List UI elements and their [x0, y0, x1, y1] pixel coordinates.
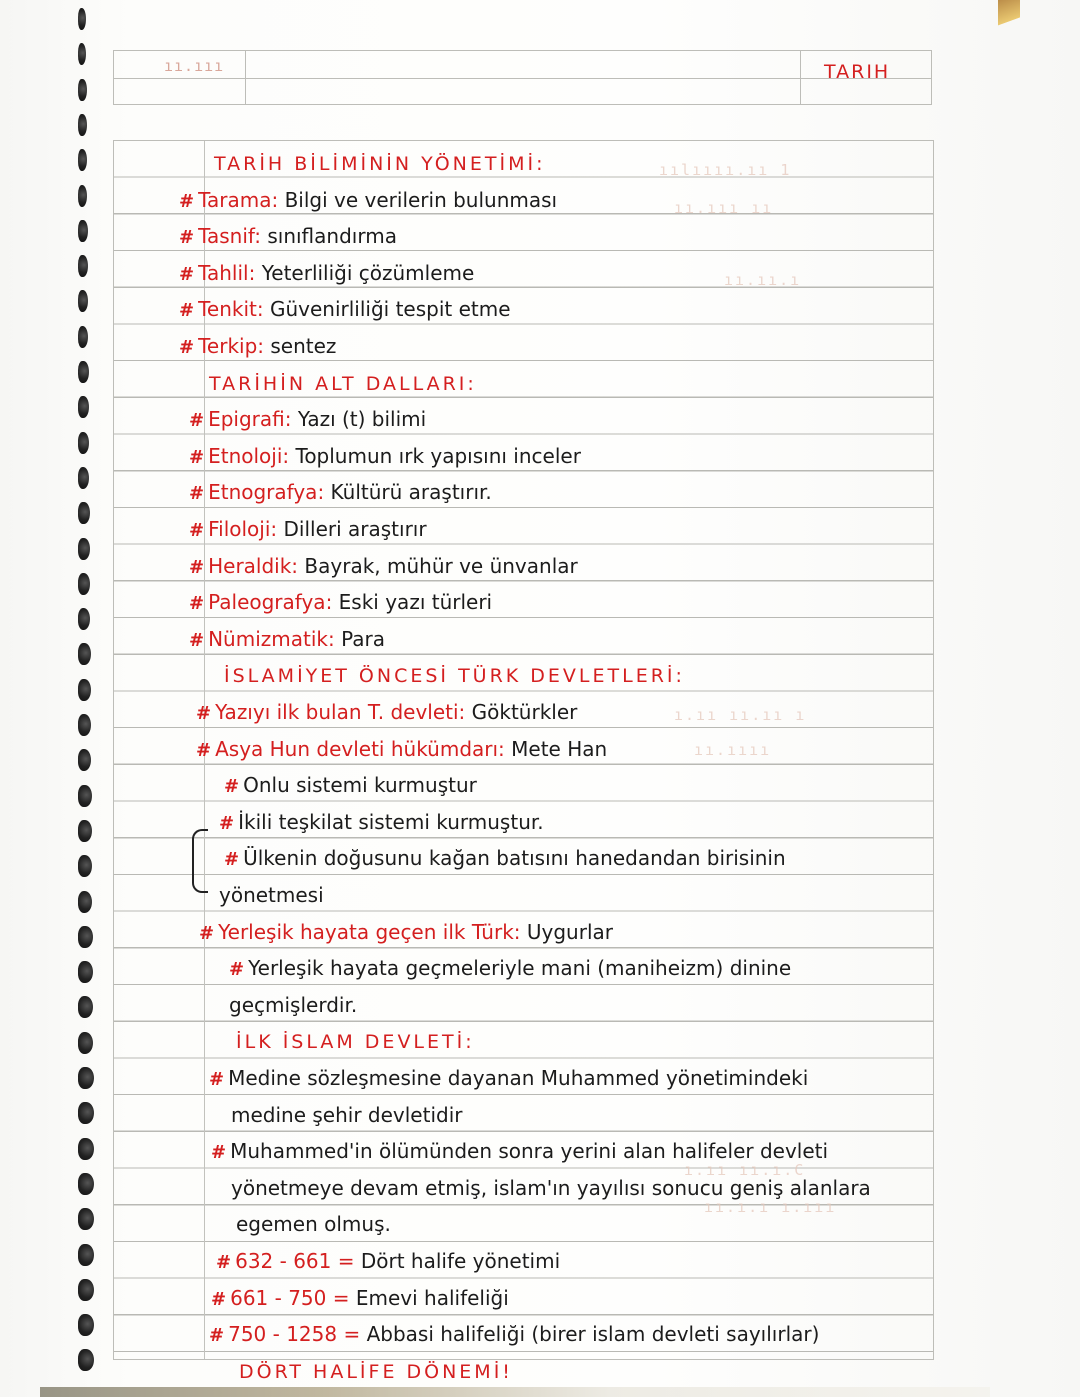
hash-bullet-icon: # — [179, 190, 195, 212]
notes-lines — [114, 141, 933, 1383]
note-line — [219, 877, 324, 913]
term-text: Asya Hun devleti hükümdarı: — [215, 736, 505, 761]
definition-text: Göktürkler — [471, 700, 578, 724]
term-text: Heraldik: — [208, 553, 299, 578]
term-text: Filoloji: — [208, 517, 278, 541]
note-line — [211, 1133, 828, 1169]
bleed-through-text: ıı.ıı.ı — [724, 271, 802, 289]
spiral-hole-icon — [78, 714, 91, 736]
note-line — [189, 548, 578, 584]
term-text: Tarama: — [198, 187, 279, 212]
term-text: 750 - 1258 = — [228, 1322, 361, 1347]
hash-bullet-icon: # — [189, 593, 205, 615]
definition-text: Eski yazı türleri — [338, 590, 493, 615]
definition-text: Bilgi ve verilerin bulunması — [284, 187, 558, 212]
spiral-hole-icon — [78, 220, 88, 242]
spiral-hole-icon — [78, 43, 86, 65]
spiral-hole-icon — [78, 1067, 94, 1089]
page-bottom-edge — [40, 1387, 990, 1397]
spiral-hole-icon — [78, 643, 91, 665]
definition-text: Yeterliliği çözümleme — [261, 260, 475, 285]
definition-text: Para — [341, 626, 385, 651]
bleed-through-text: ıılıııı.ıı 1 — [659, 161, 792, 179]
section-heading — [224, 657, 685, 693]
hash-bullet-icon: # — [224, 849, 240, 871]
spiral-hole-icon — [78, 608, 90, 630]
spiral-hole-icon — [78, 8, 86, 30]
definition-text: egemen olmuş. — [236, 1212, 391, 1237]
hash-bullet-icon: # — [209, 1325, 225, 1347]
note-line — [209, 1060, 808, 1096]
heading-text: İSLAMİYET ÖNCESİ TÜRK DEVLETLERİ: — [224, 665, 685, 688]
spiral-hole-icon — [78, 185, 87, 207]
hash-bullet-icon: # — [199, 922, 215, 944]
hash-bullet-icon: # — [189, 446, 205, 468]
hash-bullet-icon: # — [179, 263, 195, 285]
hash-bullet-icon: # — [196, 739, 212, 761]
spiral-hole-icon — [78, 326, 88, 348]
bleed-through-text: ıı.ııı ıı — [674, 199, 774, 217]
bleed-through-text: ı.ıı ıı.ı.C — [684, 1161, 806, 1179]
bleed-through-text: ı.ıı ıı.ıı ı — [674, 706, 807, 724]
definition-text: Bayrak, mühür ve ünvanlar — [304, 553, 578, 578]
bleed-through-text: ıı.ı.ı ı.ııı — [704, 1198, 837, 1216]
note-line — [209, 1316, 819, 1352]
note-line — [229, 987, 357, 1023]
heading-text: TARİH BİLİMİNİN YÖNETİMİ: — [214, 153, 546, 175]
definition-text: Güvenirliliği tespit etme — [269, 297, 511, 322]
note-line — [211, 1280, 509, 1316]
definition-text: Emevi halifeliği — [355, 1285, 509, 1310]
note-line — [189, 511, 427, 547]
definition-text: sınıflandırma — [267, 224, 397, 249]
header-column-divider — [800, 51, 801, 104]
definition-text: Uygurlar — [526, 919, 613, 944]
hash-bullet-icon: # — [189, 410, 205, 432]
bleed-through-text: ıı.ıııı — [694, 741, 772, 759]
spiral-hole-icon — [78, 891, 92, 913]
spiral-hole-icon — [78, 1138, 94, 1160]
note-line — [229, 950, 791, 986]
spiral-hole-icon — [78, 396, 89, 418]
header-divider — [114, 78, 931, 79]
definition-text: Dört halife yönetimi — [360, 1249, 561, 1273]
hash-bullet-icon: # — [216, 1252, 232, 1273]
definition-text: Toplumun ırk yapısını inceler — [295, 443, 581, 468]
note-line — [189, 584, 492, 620]
note-line — [199, 914, 613, 950]
note-line — [224, 767, 477, 803]
note-line — [179, 328, 336, 364]
note-line — [216, 1243, 560, 1279]
spiral-hole-icon — [78, 1102, 94, 1124]
term-text: Etnoloji: — [208, 443, 290, 468]
term-text: Epigrafi: — [208, 407, 292, 432]
spiral-hole-icon — [78, 290, 88, 312]
spiral-hole-icon — [78, 255, 88, 277]
hash-bullet-icon: # — [189, 556, 205, 578]
spiral-hole-icon — [78, 1314, 94, 1336]
hash-bullet-icon: # — [179, 227, 195, 249]
definition-text: Ülkenin doğusunu kağan batısını hanedandan birisinin — [243, 846, 786, 871]
spiral-binding — [78, 8, 108, 1368]
spiral-hole-icon — [78, 502, 90, 524]
header-column-divider — [245, 51, 246, 104]
definition-text: yönetmeye devam etmiş, islam'ın yayılısı sonucu geniş alanlara — [231, 1175, 871, 1200]
spiral-hole-icon — [78, 1032, 93, 1054]
note-line — [189, 621, 385, 657]
spiral-hole-icon — [78, 361, 89, 383]
section-heading — [239, 1353, 513, 1389]
hash-bullet-icon: # — [179, 337, 195, 358]
note-line — [231, 1097, 462, 1133]
spiral-hole-icon — [78, 820, 92, 842]
header-date-mark: ıı.ııı — [164, 57, 225, 75]
hash-bullet-icon: # — [224, 776, 240, 798]
hash-bullet-icon: # — [219, 812, 235, 834]
lined-notes-area — [113, 140, 934, 1383]
hash-bullet-icon: # — [189, 629, 205, 651]
hash-bullet-icon: # — [196, 703, 212, 724]
page-corner-curl — [998, 0, 1020, 34]
hash-bullet-icon: # — [189, 483, 205, 505]
note-line — [231, 1170, 871, 1206]
definition-text: Yazı (t) bilimi — [297, 407, 427, 432]
term-text: Terkip: — [198, 334, 265, 358]
spiral-hole-icon — [78, 926, 93, 948]
section-heading — [214, 145, 546, 181]
hash-bullet-icon: # — [179, 300, 195, 322]
note-line — [224, 840, 786, 876]
note-line — [179, 182, 557, 218]
spiral-hole-icon — [78, 79, 87, 101]
term-text: 632 - 661 = — [235, 1249, 355, 1273]
heading-text: TARİHİN ALT DALLARI: — [209, 372, 477, 395]
term-text: 661 - 750 = — [230, 1285, 350, 1310]
spiral-hole-icon — [78, 538, 90, 560]
note-line — [189, 401, 426, 437]
hash-bullet-icon: # — [211, 1288, 227, 1310]
spiral-hole-icon — [78, 1173, 94, 1195]
hash-bullet-icon: # — [229, 959, 245, 981]
definition-text: İkili teşkilat sistemi kurmuştur. — [238, 809, 544, 834]
hash-bullet-icon: # — [189, 520, 205, 541]
definition-text: Yerleşik hayata geçmeleriyle mani (maniheizm) dinine — [248, 956, 792, 981]
definition-text: geçmişlerdir. — [229, 992, 358, 1017]
note-line — [179, 218, 397, 254]
spiral-hole-icon — [78, 573, 90, 595]
note-line — [196, 731, 607, 767]
term-text: Paleografya: — [208, 590, 333, 615]
heading-text: DÖRT HALİFE DÖNEMİ! — [239, 1360, 513, 1383]
note-line — [189, 474, 492, 510]
spiral-hole-icon — [78, 1244, 94, 1266]
note-line — [189, 438, 581, 474]
definition-text: sentez — [270, 334, 337, 358]
spiral-hole-icon — [78, 961, 93, 983]
definition-text: yönetmesi — [219, 883, 324, 907]
definition-text: Muhammed'in ölümünden sonra yerini alan halifeler devleti — [230, 1139, 829, 1164]
spiral-hole-icon — [78, 1208, 94, 1230]
note-line — [179, 255, 474, 291]
header-subject: TARIH — [824, 61, 891, 83]
note-line — [179, 291, 511, 327]
spiral-hole-icon — [78, 749, 91, 771]
definition-text: Dilleri araştırır — [283, 517, 427, 541]
spiral-hole-icon — [78, 679, 91, 701]
note-line — [236, 1206, 391, 1242]
spiral-hole-icon — [78, 785, 92, 807]
term-text: Nümizmatik: — [208, 626, 335, 651]
heading-text: İLK İSLAM DEVLETİ: — [236, 1031, 475, 1054]
definition-text: Mete Han — [511, 736, 608, 761]
spiral-hole-icon — [78, 1279, 94, 1301]
spiral-hole-icon — [78, 855, 92, 877]
term-text: Yazıyı ilk bulan T. devleti: — [215, 700, 466, 724]
hash-bullet-icon: # — [209, 1069, 225, 1090]
hash-bullet-icon: # — [211, 1142, 227, 1164]
section-heading — [209, 365, 477, 401]
term-text: Tahlil: — [198, 260, 256, 285]
definition-text: medine şehir devletidir — [231, 1102, 463, 1127]
spiral-hole-icon — [78, 996, 93, 1018]
section-heading — [236, 1023, 475, 1059]
spiral-hole-icon — [78, 114, 87, 136]
term-text: Etnografya: — [208, 480, 325, 505]
spiral-hole-icon — [78, 432, 89, 454]
note-line — [196, 694, 577, 730]
spiral-hole-icon — [78, 467, 89, 489]
term-text: Yerleşik hayata geçen ilk Türk: — [218, 919, 521, 944]
page-header-box — [113, 50, 932, 105]
term-text: Tenkit: — [198, 297, 264, 322]
definition-text: Kültürü araştırır. — [330, 480, 492, 505]
spiral-hole-icon — [78, 149, 87, 171]
definition-text: Onlu sistemi kurmuştur — [243, 773, 477, 798]
definition-text: Medine sözleşmesine dayanan Muhammed yönetimindeki — [228, 1066, 809, 1090]
note-line — [219, 804, 544, 840]
definition-text: Abbasi halifeliği (birer islam devleti sayılırlar) — [366, 1322, 820, 1347]
spiral-hole-icon — [78, 1349, 94, 1371]
term-text: Tasnif: — [198, 224, 261, 249]
